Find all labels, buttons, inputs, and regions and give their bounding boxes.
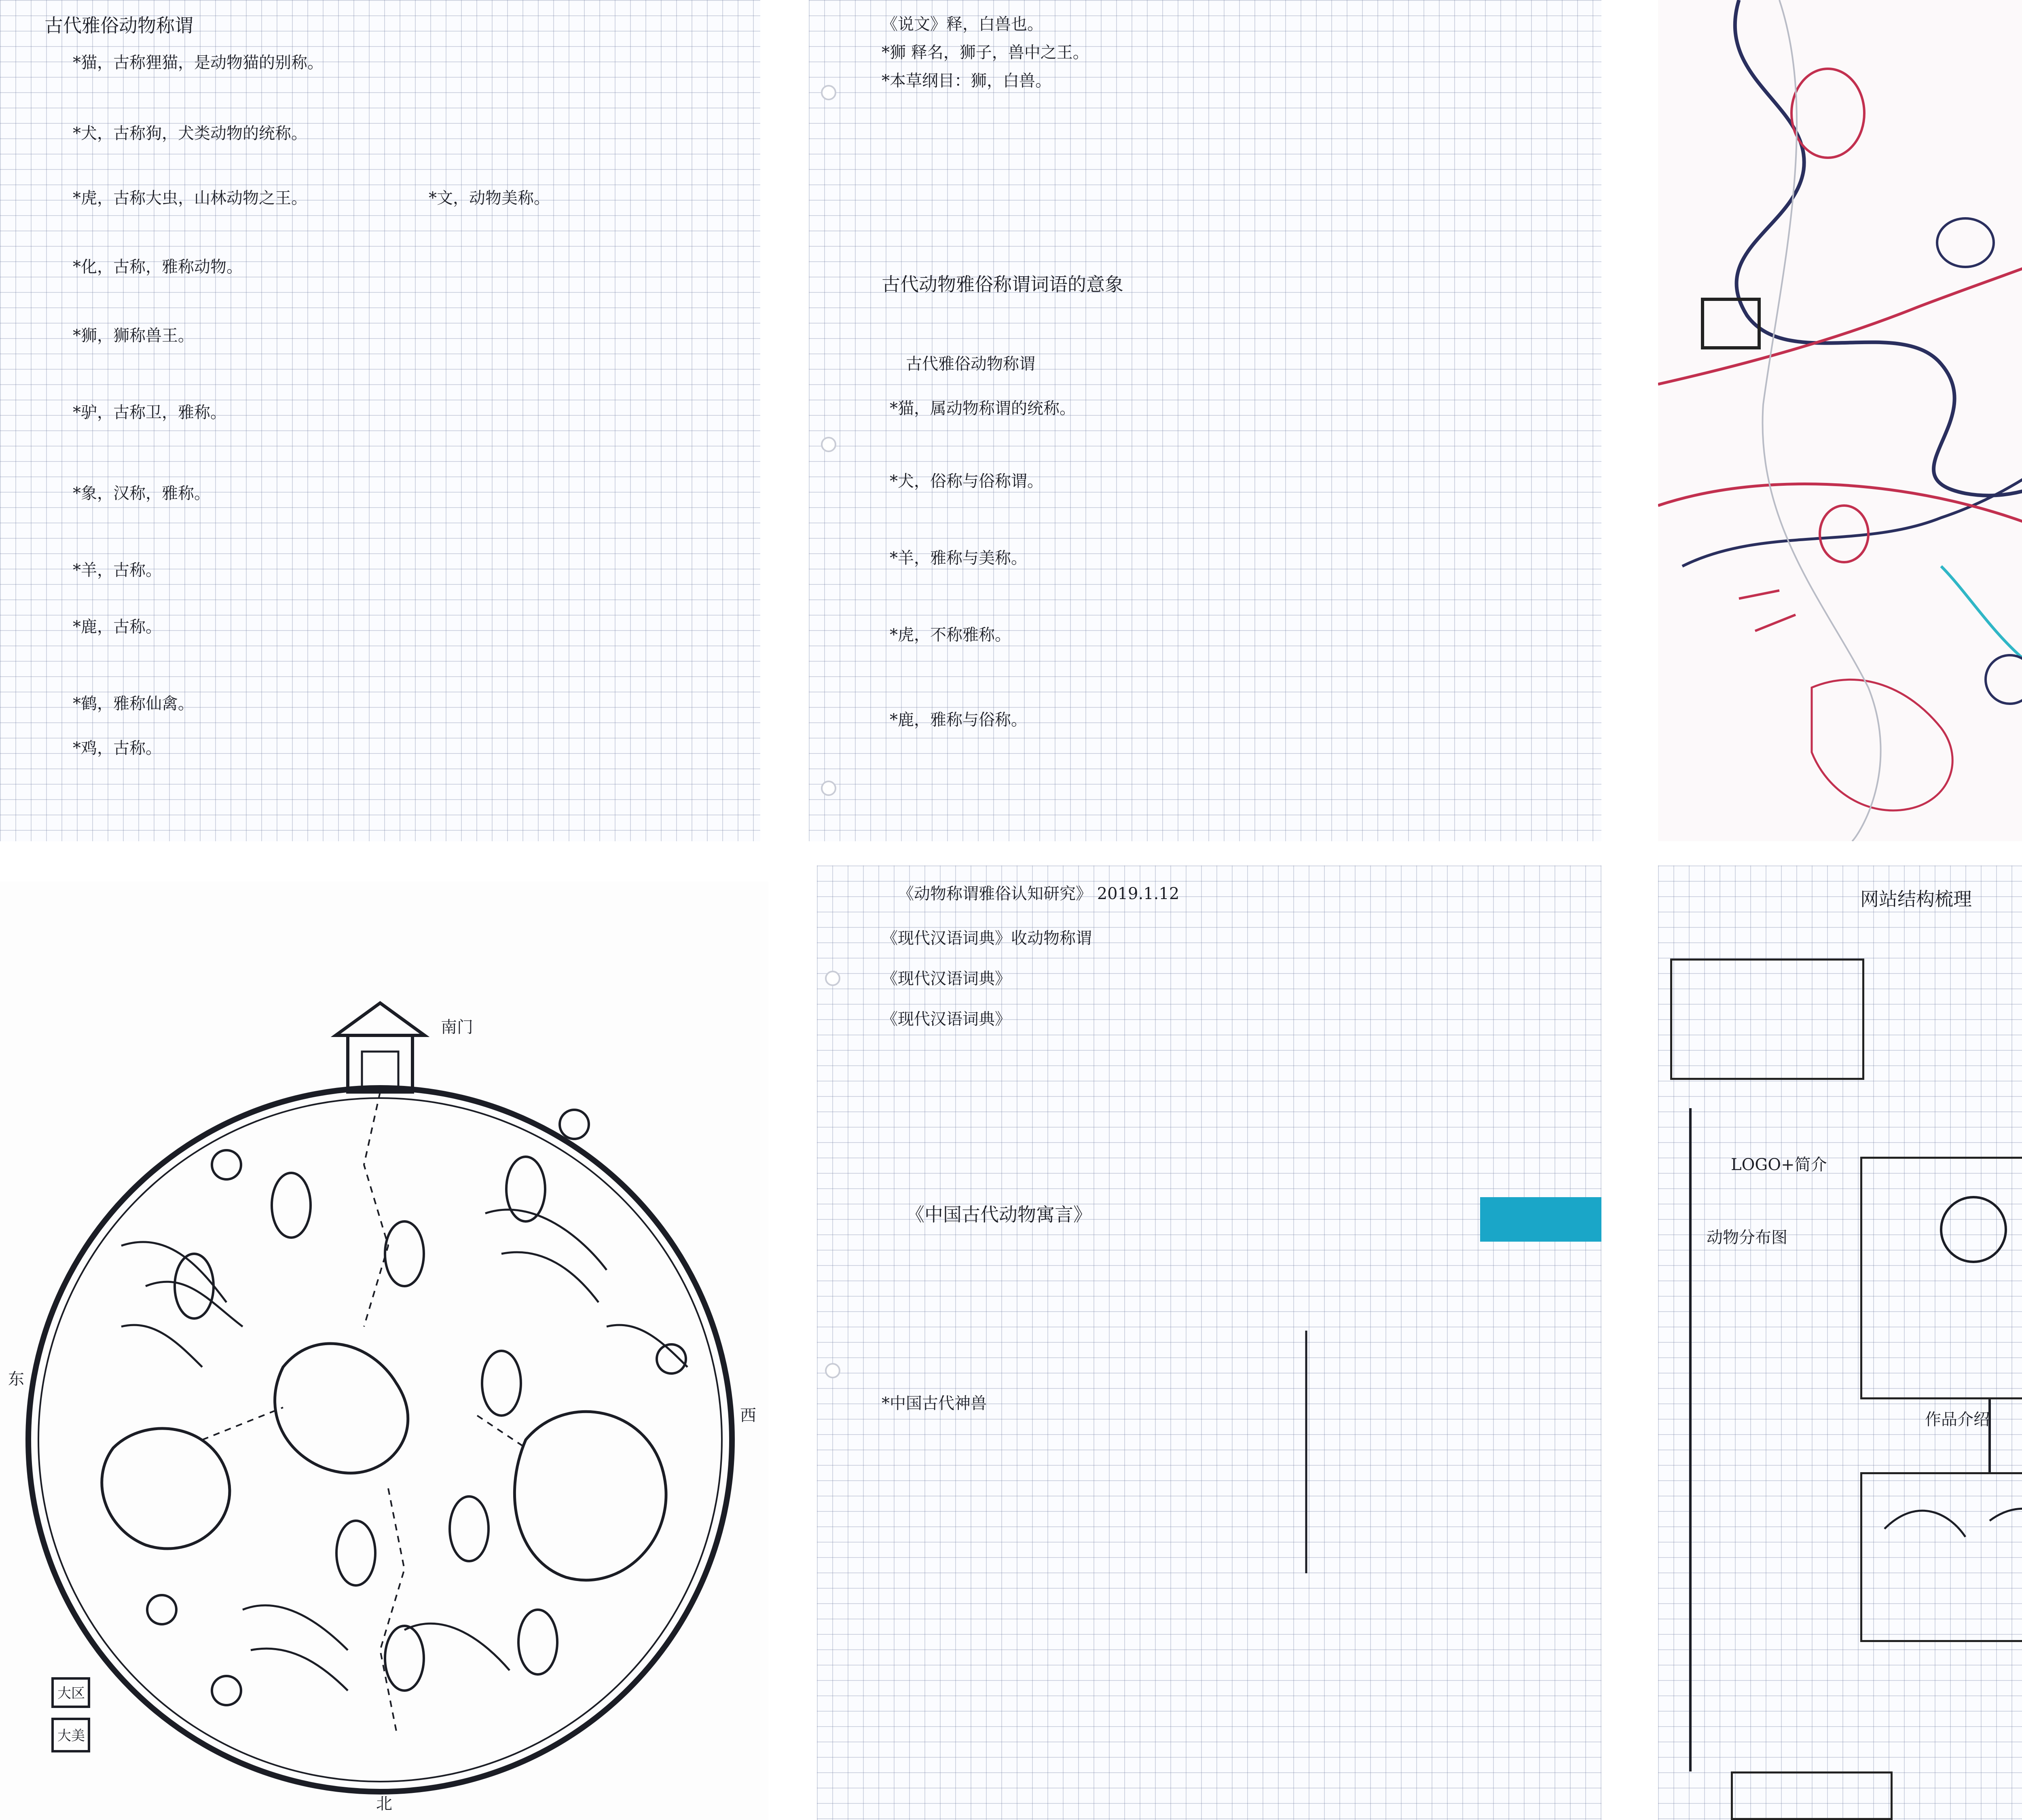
map-label-zone: 大美 [57,1728,85,1744]
notebook-page-5 [817,866,1601,1820]
map-page-4 [0,882,768,1820]
entry: *猫，古称狸猫，是动物猫的别称。 [73,53,324,72]
wireframe-arrows [1658,866,2022,1820]
map-label-zone: 大区 [57,1685,85,1701]
notebook-page-2 [809,0,1601,841]
binder-hole [821,85,836,100]
section-subtitle: *中国古代神兽 [882,1394,987,1413]
entry: *鹿，雅称与俗称。 [890,711,1027,729]
wireframe-label: LOGO+简介 [1731,1155,1827,1174]
map-label-north: 北 [376,1795,392,1813]
binder-hole [821,437,836,452]
page-title: 网站结构梳理 [1860,888,1972,910]
top-line: *本草纲目：狮，白兽。 [882,72,1051,90]
entry: *羊，古称。 [73,561,162,580]
entry: *犬，俗称与俗称谓。 [890,472,1043,491]
map-label-gate: 南门 [441,1018,473,1037]
page-title: 古代雅俗动物称谓 [44,15,193,36]
source-line: 《现代汉语词典》 [882,1010,1011,1029]
source-line: 《现代汉语词典》 [882,969,1011,988]
entry: *驴，古称卫，雅称。 [73,403,226,422]
entry: *犬，古称狗，犬类动物的统称。 [73,124,307,143]
source-line: 《现代汉语词典》收动物称谓 [882,929,1092,948]
entry: *鹿，古称。 [73,618,162,636]
entry: *鸡，古称。 [73,739,162,758]
map-label-east: 东 [8,1370,24,1388]
entry: *猫，属动物称谓的统称。 [890,399,1076,418]
entry: *鹤，雅称仙禽。 [73,694,194,713]
top-line: *狮 释名，狮子，兽中之王。 [882,43,1089,62]
notebook-page-1 [0,0,760,841]
entry: *文，动物美称。 [429,189,550,207]
source-line: 《动物称谓雅俗认知研究》 2019.1.12 [898,885,1180,903]
binder-hole [825,1363,840,1378]
binder-hole [825,971,840,986]
color-swatch [1480,1197,1601,1242]
entry: *化，古称，雅称动物。 [73,258,243,276]
notebook-page-6 [1658,866,2022,1820]
entry: *虎，不称雅称。 [890,626,1011,644]
binder-hole [821,781,836,796]
section-title: 古代动物雅俗称谓词语的意象 [882,273,1123,295]
page-bracket [1302,1331,1310,1573]
entry: *虎，古称大虫，山林动物之王。 [73,189,307,207]
entry: *狮，狮称兽王。 [73,326,194,345]
wireframe-label: 作品介绍 [1925,1410,1990,1429]
map-label-west: 西 [740,1406,756,1425]
sketch-page-3 [1658,0,2022,841]
section-subtitle: 古代雅俗动物称谓 [906,355,1035,373]
entry: *羊，雅称与美称。 [890,549,1027,567]
top-line: 《说文》释，白兽也。 [882,15,1043,34]
section-title: 《中国古代动物寓言》 [906,1204,1092,1225]
entry: *象，汉称，雅称。 [73,484,210,503]
wireframe-label: 动物分布图 [1707,1228,1787,1247]
circular-park-map [0,882,768,1820]
colored-route-sketch [1658,0,2022,841]
